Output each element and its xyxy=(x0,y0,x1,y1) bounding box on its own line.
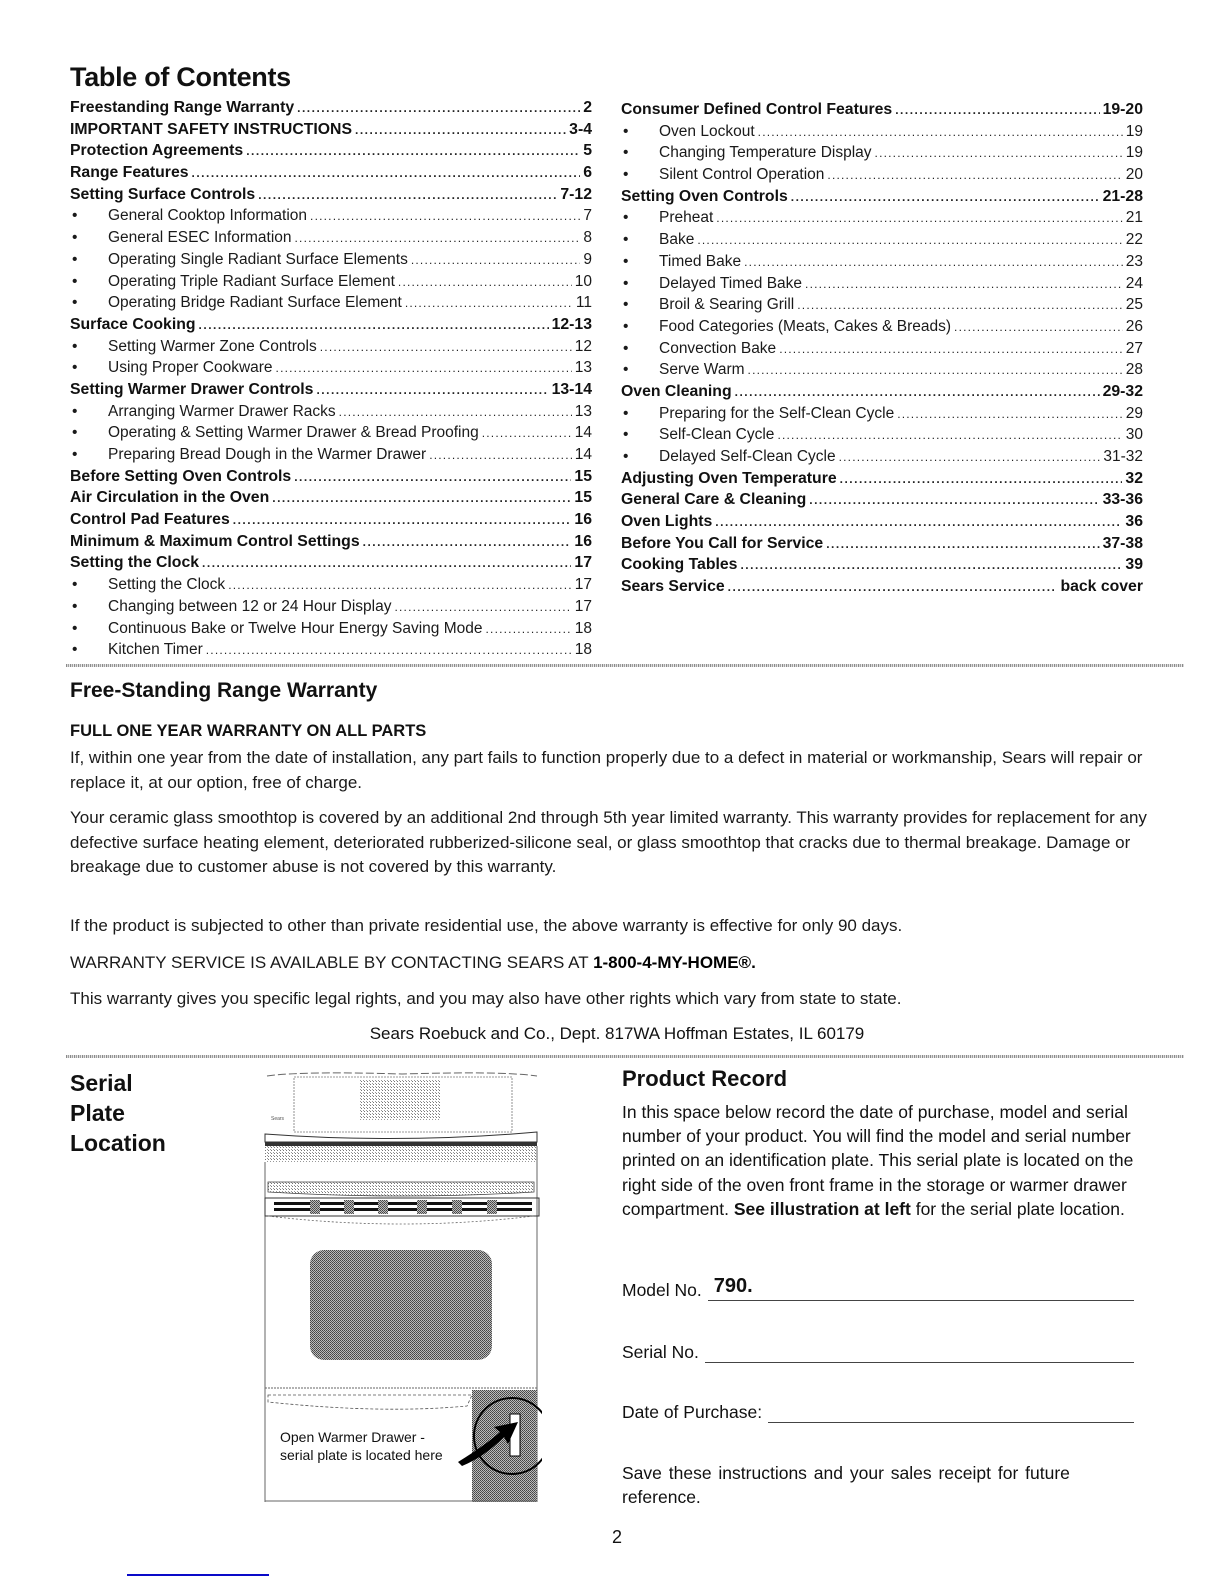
dot-leader xyxy=(398,275,572,289)
toc-entry[interactable] xyxy=(621,340,1143,362)
toc-entry-label: Oven Lockout xyxy=(659,122,755,140)
toc-entry-page: 5 xyxy=(583,142,592,160)
toc-entry[interactable] xyxy=(621,383,1143,405)
svg-text:Sears: Sears xyxy=(271,1116,285,1122)
toc-entry-page: 29-32 xyxy=(1102,382,1143,400)
toc-entry[interactable] xyxy=(70,381,592,403)
dot-leader xyxy=(310,209,580,223)
toc-entry-label: Delayed Timed Bake xyxy=(659,274,803,292)
toc-entry-page: 27 xyxy=(1125,339,1143,357)
toc-entry[interactable] xyxy=(621,188,1143,210)
dot-leader xyxy=(716,211,1122,225)
toc-entry[interactable] xyxy=(621,578,1143,600)
toc-entry-label: Operating Triple Radiant Surface Element xyxy=(108,272,395,290)
dot-leader xyxy=(276,361,572,375)
dot-leader xyxy=(728,580,1058,594)
bullet-icon: • xyxy=(623,339,629,357)
toc-entry[interactable] xyxy=(70,598,592,620)
toc-entry-label: Setting the Clock xyxy=(108,576,226,594)
dot-leader xyxy=(411,253,581,267)
toc-entry-label: Setting the Clock xyxy=(70,554,200,572)
serial-plate-callout xyxy=(280,1428,443,1464)
bullet-icon: • xyxy=(72,576,78,594)
toc-entry-label: Changing Temperature Display xyxy=(659,144,872,162)
date-of-purchase-label: Date of Purchase: xyxy=(622,1402,763,1422)
toc-entry-page: 13 xyxy=(574,402,592,420)
bullet-icon: • xyxy=(72,294,78,312)
toc-entry[interactable] xyxy=(621,405,1143,427)
toc-entry-label: Using Proper Cookware xyxy=(108,359,273,377)
save-instructions-note: Save these instructions and your sales receipt for future reference. xyxy=(622,1463,1070,1507)
toc-entry[interactable] xyxy=(621,296,1143,318)
toc-entry-label: Operating Bridge Radiant Surface Element xyxy=(108,294,402,312)
serial-number-label: Serial No. xyxy=(622,1342,699,1362)
toc-entry-page: 33-36 xyxy=(1102,491,1143,509)
toc-entry[interactable] xyxy=(621,209,1143,231)
toc-entry-page: 11 xyxy=(575,294,592,312)
dot-leader xyxy=(740,558,1122,572)
bullet-icon: • xyxy=(623,144,629,162)
dot-leader xyxy=(735,385,1100,399)
toc-entry-page: 19 xyxy=(1125,144,1143,162)
toc-entry[interactable] xyxy=(70,164,592,186)
toc-entry-page: 31-32 xyxy=(1103,448,1143,465)
toc-entry[interactable] xyxy=(621,253,1143,275)
toc-entry[interactable] xyxy=(70,511,592,533)
toc-entry-label: Oven Cleaning xyxy=(621,382,732,400)
toc-entry-label: Serve Warm xyxy=(659,361,745,379)
toc-entry-label: Setting Warmer Zone Controls xyxy=(108,337,317,355)
serial-number-field[interactable] xyxy=(622,1340,1134,1363)
toc-entry[interactable] xyxy=(621,101,1143,123)
toc-entry[interactable] xyxy=(70,338,592,360)
toc-entry[interactable] xyxy=(621,318,1143,340)
sears-address: Sears Roebuck and Co., Dept. 817WA Hoffman Estates, IL 60179 xyxy=(369,1024,865,1043)
warranty-service-text: WARRANTY SERVICE IS AVAILABLE BY CONTACTING SEARS AT xyxy=(70,953,594,972)
toc-entry-page: 32 xyxy=(1125,469,1143,487)
toc-entry[interactable] xyxy=(70,446,592,468)
dot-leader xyxy=(839,450,1101,464)
toc-entry-page: 21 xyxy=(1125,209,1143,227)
bullet-icon: • xyxy=(623,426,629,444)
toc-entry-page: 9 xyxy=(583,250,592,268)
product-record-emphasis: See illustration at left xyxy=(733,1198,911,1219)
bullet-icon: • xyxy=(623,404,629,422)
bullet-icon: • xyxy=(72,619,78,637)
warranty-paragraph-3: If the product is subjected to other than private residential use, the above warranty is effective for only 90 days. xyxy=(70,916,903,935)
toc-entry[interactable] xyxy=(70,468,592,490)
dot-leader xyxy=(758,125,1123,139)
toc-entry[interactable] xyxy=(70,641,592,663)
bullet-icon: • xyxy=(623,274,629,292)
toc-entry-page: 19 xyxy=(1125,122,1143,140)
dot-leader xyxy=(294,470,571,484)
serial-number-input[interactable] xyxy=(705,1340,1134,1363)
toc-entry-label: Air Circulation in the Oven xyxy=(70,489,270,507)
bullet-icon: • xyxy=(72,207,78,225)
toc-entry-label: Consumer Defined Control Features xyxy=(621,101,893,118)
toc-entry-page: 16 xyxy=(574,532,592,550)
dot-leader xyxy=(429,448,572,462)
toc-entry-label: Setting Surface Controls xyxy=(70,185,256,203)
bullet-icon: • xyxy=(623,296,629,314)
toc-entry-page: 13 xyxy=(574,359,592,377)
dot-leader xyxy=(320,340,572,354)
toc-entry[interactable] xyxy=(70,273,592,295)
bullet-icon: • xyxy=(72,402,78,420)
dot-leader xyxy=(748,363,1123,377)
toc-entry-page: 18 xyxy=(574,641,592,659)
toc-entry-label: General Care & Cleaning xyxy=(621,491,807,509)
dot-leader xyxy=(295,231,581,245)
toc-entry[interactable] xyxy=(621,556,1143,578)
toc-entry-label: Food Categories (Meats, Cakes & Breads) xyxy=(659,317,952,335)
toc-entry[interactable] xyxy=(70,554,592,576)
bullet-icon: • xyxy=(72,359,78,377)
toc-entry-page: 17 xyxy=(574,576,592,594)
toc-entry[interactable] xyxy=(621,426,1143,448)
link-underline xyxy=(127,1574,269,1576)
toc-entry-page: 15 xyxy=(574,467,592,485)
toc-entry-label: Timed Bake xyxy=(659,252,742,270)
bullet-icon: • xyxy=(623,252,629,270)
toc-entry-page: 29 xyxy=(1125,404,1143,422)
dot-leader xyxy=(355,123,566,137)
toc-entry-label: Adjusting Oven Temperature xyxy=(621,469,837,487)
toc-entry-label: Continuous Bake or Twelve Hour Energy Saving Mode xyxy=(108,619,483,637)
toc-entry-page: 15 xyxy=(574,489,592,507)
toc-entry[interactable] xyxy=(621,535,1143,557)
toc-entry[interactable] xyxy=(70,251,592,273)
toc-entry[interactable] xyxy=(70,620,592,642)
toc-entry[interactable] xyxy=(70,142,592,164)
toc-entry[interactable] xyxy=(621,513,1143,535)
warranty-paragraph-5: This warranty gives you specific legal rights, and you may also have other rights which vary from state to state. xyxy=(70,989,902,1008)
dot-leader xyxy=(826,537,1099,551)
dot-leader xyxy=(246,144,580,158)
product-record-text: for the serial plate location. xyxy=(910,1198,1125,1219)
bullet-icon: • xyxy=(623,122,629,140)
toc-right-column xyxy=(621,101,1143,600)
toc-entry-label: Sears Service xyxy=(621,578,725,596)
toc-entry-page: 30 xyxy=(1125,426,1143,444)
dot-leader xyxy=(715,515,1122,529)
dot-leader xyxy=(697,233,1122,247)
bullet-icon: • xyxy=(623,448,629,465)
toc-entry[interactable] xyxy=(70,229,592,251)
toc-entry[interactable] xyxy=(70,207,592,229)
model-number-field[interactable] xyxy=(622,1275,1134,1301)
toc-entry[interactable] xyxy=(621,448,1143,470)
warranty-subtitle: FULL ONE YEAR WARRANTY ON ALL PARTS xyxy=(70,722,427,740)
bullet-icon: • xyxy=(72,250,78,268)
toc-entry-label: Delayed Self-Clean Cycle xyxy=(659,448,836,465)
toc-entry-label: Minimum & Maximum Control Settings xyxy=(70,532,360,550)
toc-entry[interactable] xyxy=(70,121,592,143)
toc-entry-page: 24 xyxy=(1125,274,1143,292)
toc-entry[interactable] xyxy=(621,491,1143,513)
warranty-phone: 1-800-4-MY-HOME®. xyxy=(593,953,756,972)
toc-entry-label: Surface Cooking xyxy=(70,315,196,333)
toc-entry-page: 17 xyxy=(574,597,592,615)
toc-entry-label: Arranging Warmer Drawer Racks xyxy=(108,402,336,420)
toc-entry-label: Freestanding Range Warranty xyxy=(70,99,295,116)
bullet-icon: • xyxy=(72,229,78,247)
toc-entry-label: Operating Single Radiant Surface Elements xyxy=(108,250,408,268)
bullet-icon: • xyxy=(72,446,78,463)
toc-entry-page: 7-12 xyxy=(560,185,592,203)
toc-entry-label: Setting Oven Controls xyxy=(621,187,788,205)
section-divider xyxy=(66,664,1184,667)
toc-entry-page: 14 xyxy=(574,424,592,442)
toc-entry-page: 6 xyxy=(583,164,592,182)
toc-entry-label: Convection Bake xyxy=(659,339,777,357)
dot-leader xyxy=(777,428,1122,442)
bullet-icon: • xyxy=(72,597,78,615)
dot-leader xyxy=(840,472,1123,486)
serial-plate-title xyxy=(70,1068,166,1158)
dot-leader xyxy=(809,493,1099,507)
toc-entry-label: Preheat xyxy=(659,209,714,227)
toc-entry-label: General ESEC Information xyxy=(108,229,292,247)
dot-leader xyxy=(744,255,1123,269)
toc-entry-page: 37-38 xyxy=(1102,534,1143,552)
toc-entry-page: 22 xyxy=(1125,231,1143,249)
product-record-body xyxy=(622,1100,1157,1221)
dot-leader xyxy=(875,146,1123,160)
dot-leader xyxy=(199,318,549,332)
date-of-purchase-field[interactable] xyxy=(622,1400,1134,1423)
dot-leader xyxy=(339,405,572,419)
dot-leader xyxy=(895,103,1099,117)
page-number: 2 xyxy=(612,1527,623,1547)
toc-entry-page: 3-4 xyxy=(569,120,592,138)
bullet-icon: • xyxy=(72,272,78,290)
dot-leader xyxy=(297,101,580,115)
warranty-paragraph-1: If, within one year from the date of installation, any part fails to function properly due to a defect in material or workmanship, Sears will repair or replace it, at our option, free of charge. xyxy=(70,748,1143,792)
dot-leader xyxy=(394,600,571,614)
toc-entry-page: 2 xyxy=(583,99,592,116)
toc-entry-label: Operating & Setting Warmer Drawer & Bread Proofing xyxy=(108,424,479,442)
dot-leader xyxy=(228,578,572,592)
toc-entry-label: Before You Call for Service xyxy=(621,534,824,552)
toc-entry-page: 13-14 xyxy=(551,380,592,398)
toc-entry-page: 17 xyxy=(574,554,592,572)
toc-entry[interactable] xyxy=(621,123,1143,145)
toc-entry-page: 39 xyxy=(1125,556,1143,574)
toc-entry-page: 16 xyxy=(574,511,592,529)
model-number-value: 790. xyxy=(713,1275,753,1297)
bullet-icon: • xyxy=(72,337,78,355)
bullet-icon: • xyxy=(72,641,78,659)
warranty-service-line xyxy=(70,951,1160,976)
bullet-icon: • xyxy=(623,166,629,184)
toc-entry-label: Setting Warmer Drawer Controls xyxy=(70,380,314,398)
toc-entry[interactable] xyxy=(70,294,592,316)
dot-leader xyxy=(897,407,1123,421)
dot-leader xyxy=(797,298,1123,312)
toc-entry-label: Broil & Searing Grill xyxy=(659,296,795,314)
toc-entry-label: Protection Agreements xyxy=(70,142,244,160)
toc-entry-label: Bake xyxy=(659,231,695,249)
dot-leader xyxy=(827,168,1122,182)
toc-title: Table of Contents xyxy=(70,62,291,92)
toc-entry-page: 28 xyxy=(1125,361,1143,379)
toc-entry-label: Before Setting Oven Controls xyxy=(70,467,292,485)
toc-entry-page: 25 xyxy=(1125,296,1143,314)
dot-leader xyxy=(258,188,557,202)
toc-entry-label: Preparing for the Self-Clean Cycle xyxy=(659,404,895,422)
dot-leader xyxy=(206,643,572,657)
toc-entry-page: 8 xyxy=(583,229,592,247)
toc-entry[interactable] xyxy=(621,470,1143,492)
serial-plate-title-line: Serial xyxy=(70,1070,133,1096)
toc-entry-label: Silent Control Operation xyxy=(659,166,825,184)
dot-leader xyxy=(272,491,571,505)
toc-entry-page: 20 xyxy=(1125,166,1143,184)
toc-entry-label: Control Pad Features xyxy=(70,511,230,529)
toc-entry-page: 12-13 xyxy=(551,315,592,333)
toc-entry[interactable] xyxy=(70,403,592,425)
toc-entry[interactable] xyxy=(70,489,592,511)
toc-entry[interactable] xyxy=(621,231,1143,253)
dot-leader xyxy=(202,556,571,570)
date-of-purchase-input[interactable] xyxy=(768,1400,1134,1423)
serial-plate-title-line: Plate xyxy=(70,1100,125,1126)
warranty-paragraph-2: Your ceramic glass smoothtop is covered by an additional 2nd through 5th year limited warranty. This warranty provides for replacement for any defective surface heating element, deteriorated rubberized-silicone seal, or glass smoothtop that cracks due to thermal breakage. Damage or breakage due to customer abuse is not covered by this warranty. xyxy=(70,808,1147,876)
dot-leader xyxy=(405,296,573,310)
toc-entry-label: Self-Clean Cycle xyxy=(659,426,775,444)
dot-leader xyxy=(805,277,1123,291)
toc-entry-page: 21-28 xyxy=(1102,187,1143,205)
toc-entry[interactable] xyxy=(70,576,592,598)
bullet-icon: • xyxy=(623,361,629,379)
toc-entry-label: Changing between 12 or 24 Hour Display xyxy=(108,597,392,615)
toc-entry-page: 18 xyxy=(574,619,592,637)
toc-entry[interactable] xyxy=(70,359,592,381)
dot-leader xyxy=(482,426,572,440)
toc-entry-page: 10 xyxy=(574,272,592,290)
dot-leader xyxy=(486,622,572,636)
toc-entry[interactable] xyxy=(621,144,1143,166)
toc-entry-page: 14 xyxy=(574,446,592,463)
toc-entry-page: 23 xyxy=(1125,252,1143,270)
toc-entry[interactable] xyxy=(621,275,1143,297)
toc-entry-page: 36 xyxy=(1125,513,1143,531)
toc-entry[interactable] xyxy=(70,316,592,338)
toc-entry[interactable] xyxy=(621,166,1143,188)
toc-entry-label: IMPORTANT SAFETY INSTRUCTIONS xyxy=(70,120,353,138)
serial-plate-title-line: Location xyxy=(70,1130,166,1156)
dot-leader xyxy=(954,320,1123,334)
toc-entry-label: Oven Lights xyxy=(621,513,713,531)
toc-left-column xyxy=(70,99,592,663)
toc-entry-label: Preparing Bread Dough in the Warmer Drawer xyxy=(108,446,427,463)
section-divider xyxy=(66,1055,1184,1058)
warranty-title: Free-Standing Range Warranty xyxy=(70,679,378,702)
toc-entry-page: back cover xyxy=(1060,578,1143,596)
toc-entry[interactable] xyxy=(70,186,592,208)
bullet-icon: • xyxy=(623,231,629,249)
toc-entry-label: General Cooktop Information xyxy=(108,207,308,225)
toc-entry[interactable] xyxy=(70,533,592,555)
dot-leader xyxy=(363,535,572,549)
model-number-label: Model No. xyxy=(622,1280,702,1300)
toc-entry-page: 19-20 xyxy=(1102,101,1143,118)
toc-entry[interactable] xyxy=(70,99,592,121)
toc-entry-page: 26 xyxy=(1125,317,1143,335)
product-record-title: Product Record xyxy=(622,1066,788,1091)
dot-leader xyxy=(316,383,548,397)
dot-leader xyxy=(233,513,572,527)
toc-entry-label: Range Features xyxy=(70,164,189,182)
toc-entry-page: 7 xyxy=(583,207,592,225)
bullet-icon: • xyxy=(623,317,629,335)
model-number-input[interactable] xyxy=(708,1275,1134,1301)
bullet-icon: • xyxy=(623,209,629,227)
product-record-text: In this space below record the date of purchase, model and serial number of your product. You will find the model and serial number printed on an identification plate. This serial plate is located on the right side of the oven front frame in the storage or warmer drawer compartment. xyxy=(622,1102,1134,1219)
dot-leader xyxy=(192,166,581,180)
toc-entry[interactable] xyxy=(621,361,1143,383)
dot-leader xyxy=(791,190,1100,204)
bullet-icon: • xyxy=(72,424,78,442)
toc-entry-page: 12 xyxy=(574,337,592,355)
dot-leader xyxy=(779,342,1123,356)
toc-entry-label: Kitchen Timer xyxy=(108,641,203,659)
callout-line: serial plate is located here xyxy=(280,1447,443,1463)
toc-entry[interactable] xyxy=(70,424,592,446)
toc-entry-label: Cooking Tables xyxy=(621,556,738,574)
callout-line: Open Warmer Drawer - xyxy=(280,1429,425,1445)
